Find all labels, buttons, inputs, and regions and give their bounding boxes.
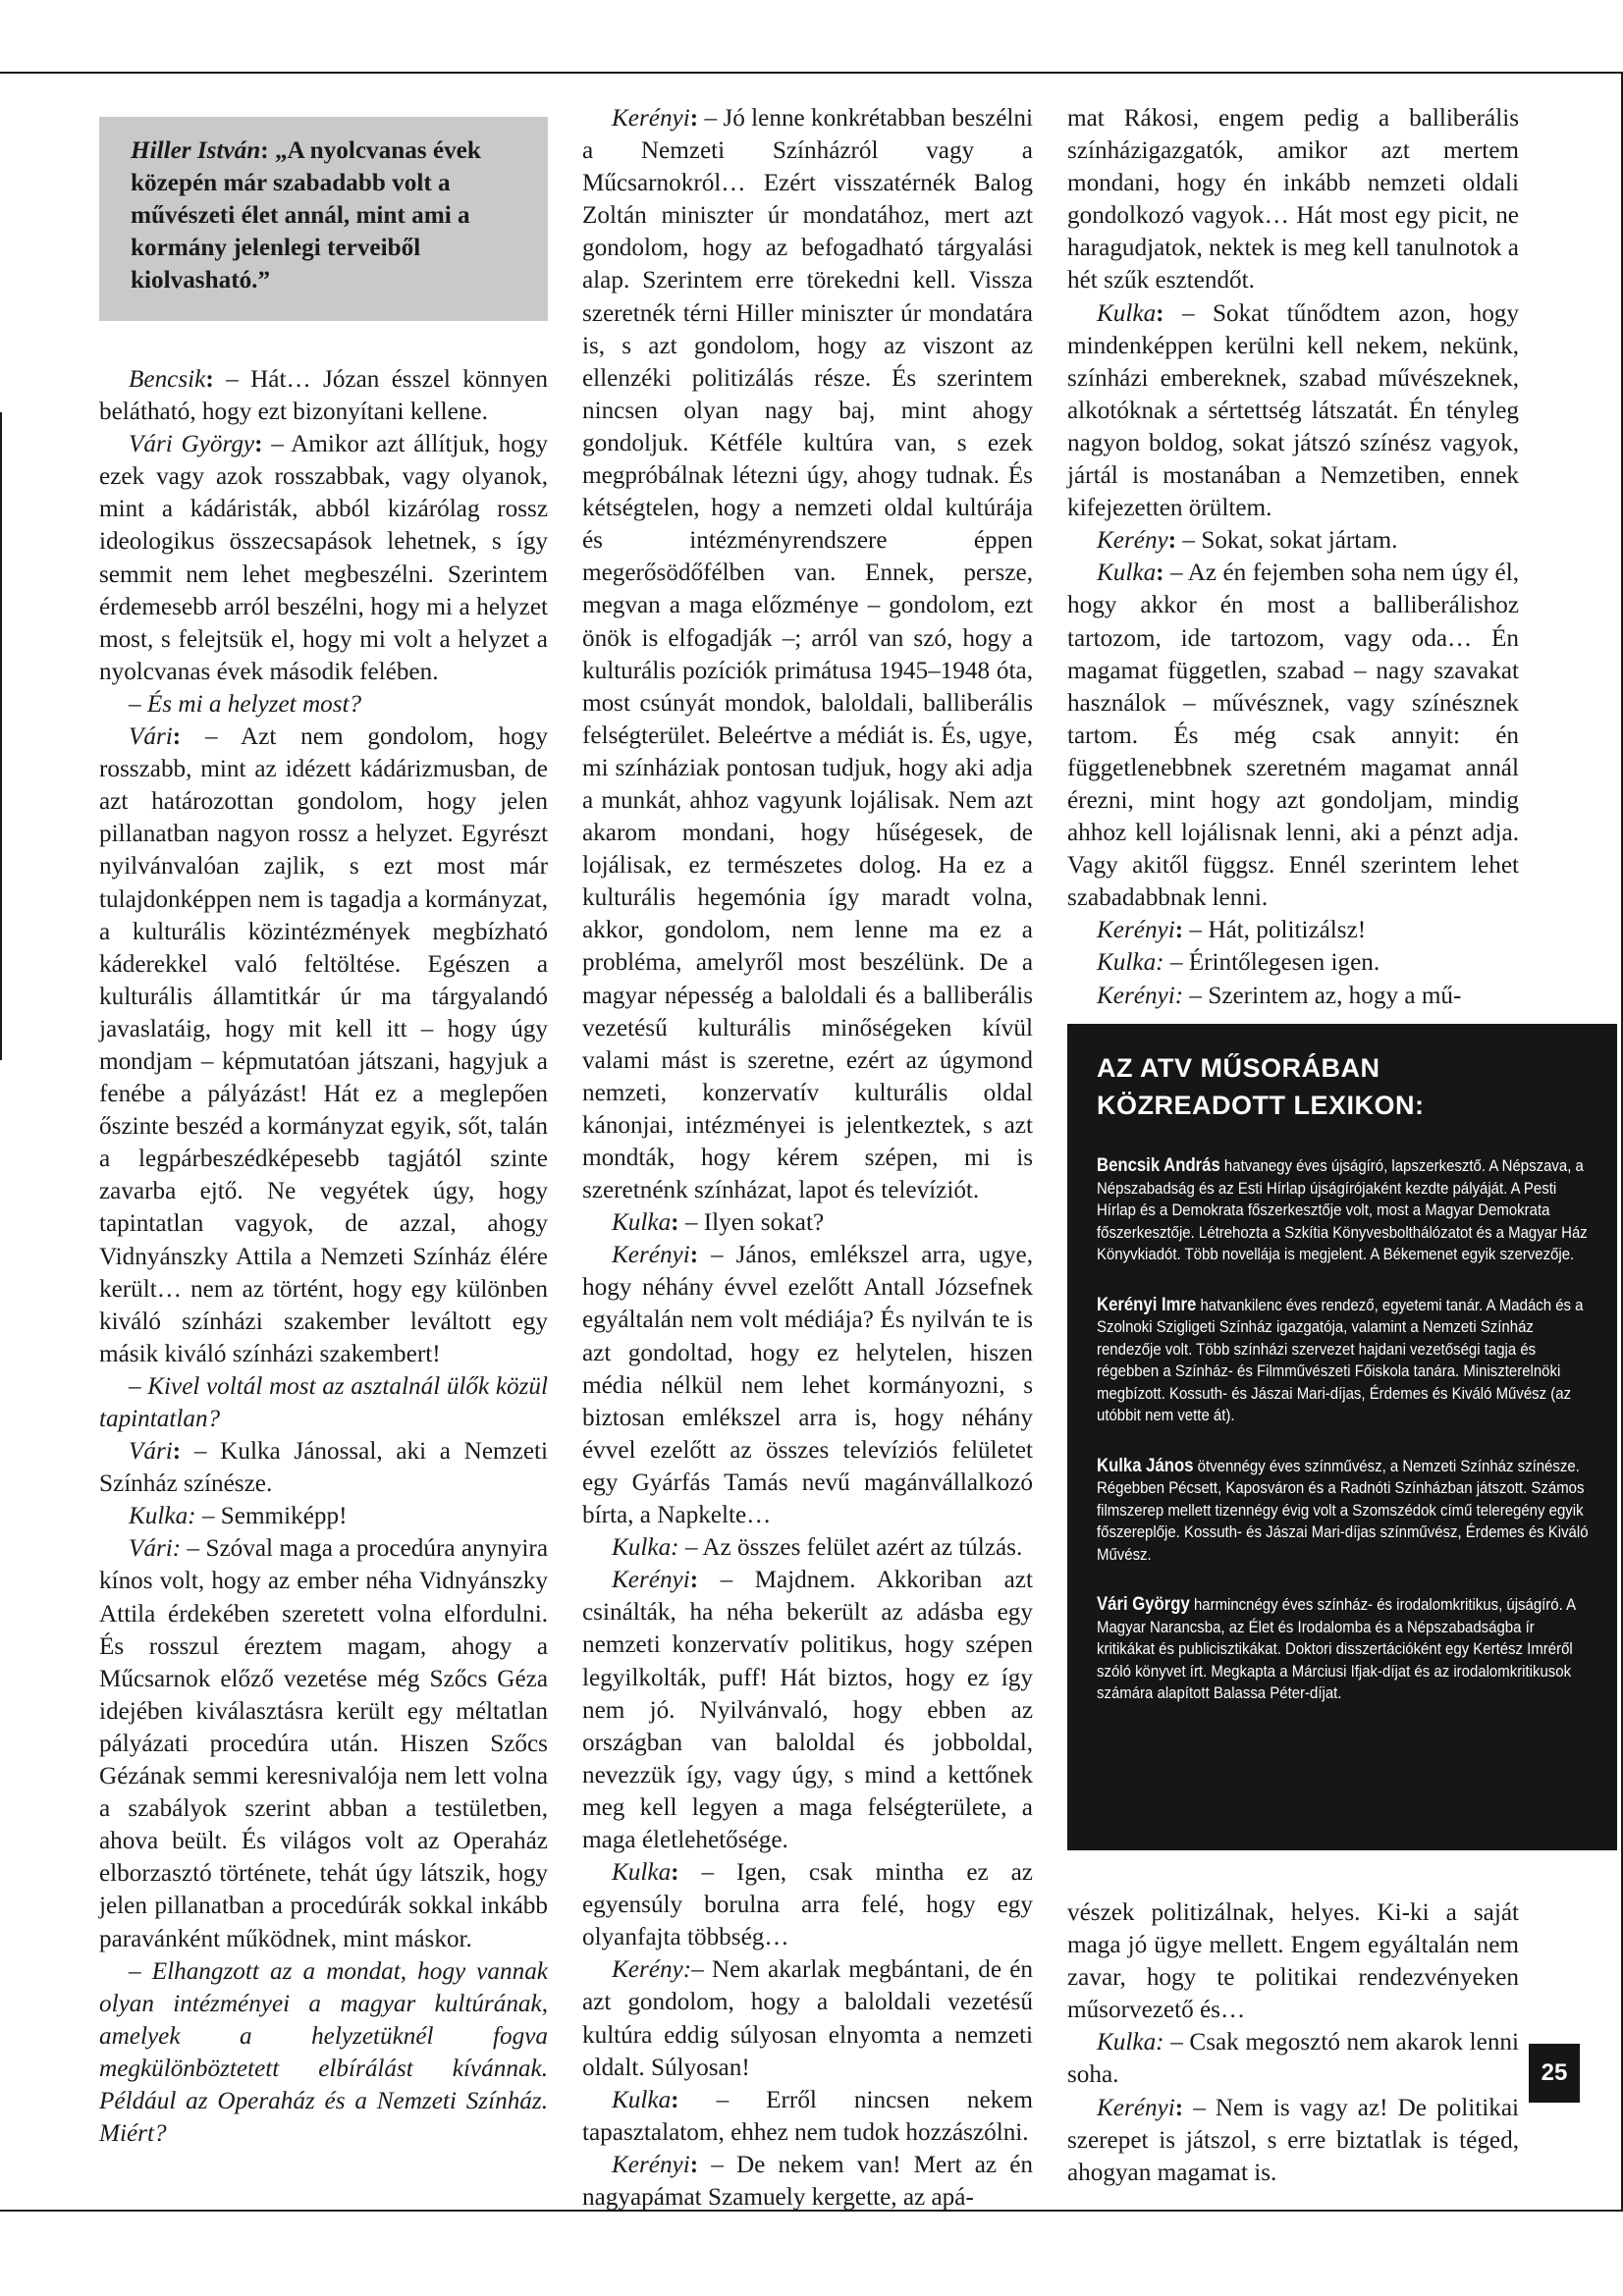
lexicon-entry-text: hatvankilenc éves rendező, egyetemi tanár. A Madách és a Szolnoki Szigligeti Színház igazgatója, valamint a Nemzeti Színház rendezője volt. Több színházi szervezet hajdani vezetőségi tagja és régebben a Színház- és Filmművészeti Főiskola tanára. Miniszterelnöki megbízott. Kossuth- és Jászai Mari-díjas, Érdemes és Kiváló Művész (az utóbbit nem vette át). [1097,1295,1584,1424]
paragraph [99,688,548,721]
pull-quote-speaker: Hiller István [131,137,261,164]
lexicon-entry-text: ötvennégy éves színművész, a Nemzeti Színház színésze. Régebben Pécsett, Kaposváron és a Radnóti Színházban játszott. Számos filmszerep mellett tizennégy évig volt a Szomszédok című teleregény egyik főszereplője. Kossuth- és Jászai Mari-díjas színművész, Érdemes és Kiváló Művész. [1097,1456,1589,1564]
lexicon-box [1067,1024,1617,1850]
lexicon-entry-name: Bencsik András [1097,1155,1220,1176]
paragraph-text: – Semmiképp! [201,1503,348,1530]
speaker-name: Kerényi: [1097,982,1184,1009]
paragraph-text: – Igen, csak mintha ez az egyensúly borulna arra felé, hogy egy olyanfajta többség… [582,1859,1033,1951]
speaker-name: Vári György [129,431,255,458]
paragraph [582,1953,1033,2083]
speaker-name: Kerény [1097,527,1168,555]
speaker-separator: : [1156,560,1171,587]
paragraph [582,2149,1033,2214]
paragraph [582,1206,1033,1239]
paragraph [1067,297,1519,525]
pull-quote: Hiller István: „A nyolcvanas évek közepén már szabadabb volt a művészeti élet annál, mint ami a kormány jelenlegi terveiből kiolvasható.” [99,117,548,321]
speaker-name: Kerényi [1097,917,1175,944]
column-1 [99,363,548,2150]
paragraph [1067,524,1519,557]
lexicon-entry [1097,1456,1595,1567]
speaker-name: Vári [129,1438,173,1466]
speaker-name: Kulka [612,1209,672,1237]
speaker-name: Kulka: [1097,2029,1164,2056]
paragraph-text: – Amikor azt állítjuk, hogy ezek vagy azok rosszabbak, vagy olyanok, mint a kádáristák, abból kizárólag rossz ideologikus összecsapások lehetnek, s így semmit nem lehet megbeszélni. Szerintem érdemesebb arról beszélni, hogy mi a helyzet most, s felejtsük el, hogy mi volt a helyzet a nyolcvanas évek második felében. [99,431,548,685]
paragraph [99,1370,548,1435]
interviewer-question: – Kivel voltál most az asztalnál ülők közül tapintatlan? [99,1372,548,1432]
left-rule [0,412,2,1060]
speaker-name: Kerényi [1097,2094,1175,2121]
speaker-separator: : [671,1859,702,1887]
speaker-separator: : [671,2086,717,2113]
lexicon-entries [1097,1155,1596,1705]
speaker-separator: : [1174,917,1190,944]
page-number: 25 [1529,2044,1580,2103]
paragraph [99,363,548,428]
paragraph-text: – Nem is vagy az! De politikai szerepet is játszol, s erre biztatlak is téged, ahogyan magamat is. [1067,2094,1519,2186]
paragraph-text: – Csak megosztó nem akarok lenni soha. [1067,2029,1520,2089]
paragraph-text: – Az én fejemben soha nem úgy él, hogy akkor én most a balliberálishoz tartozom, ide tartozom, vagy oda… Én magamat független, szabad – nagy szavakat használok – művésznek, vagy színésznek tartom. És még csak annyit: én függetlenebbnek szeretném magamat annál érezni, mint hogy azt gondoljam, mindig ahhoz kell lojálisnak lenni, aki a pénzt adja. Vagy akitől függsz. Ennél szerintem lehet szabadabbnak lenni. [1067,560,1519,912]
paragraph-text: – Szerintem az, hogy a mű- [1189,982,1462,1009]
lexicon-entry-name: Kulka János [1097,1455,1194,1476]
paragraph [1067,914,1519,946]
paragraph [1067,102,1519,297]
paragraph-text: – Kulka Jánossal, aki a Nemzeti Színház színésze. [99,1438,548,1498]
paragraph-text: – Hát, politizálsz! [1189,917,1367,944]
speaker-separator: : [254,431,272,458]
paragraph-text: – Ilyen sokat? [684,1209,825,1237]
paragraph [99,1532,548,1954]
lexicon-title: AZ ATV MŰSORÁBAN KÖZREADOTT LEXIKON: [1097,1053,1425,1120]
column-2 [582,102,1033,2214]
column-3-continued [1067,1896,1519,2189]
speaker-name: Vári: [129,1535,182,1563]
speaker-name: Kulka [1097,299,1157,327]
lexicon-entry [1097,1155,1595,1266]
paragraph [1067,980,1519,1012]
interviewer-question: – Elhangzott az a mondat, hogy vannak olyan intézményei a magyar kultúrának, amelyek a helyzetüknél fogva megkülönböztetett elbírálást kívánnak. Például az Operaház és a Nemzeti Színház. Miért? [99,1957,548,2148]
speaker-name: Kerény: [612,1956,692,1984]
speaker-name: Kerényi [612,105,690,132]
paragraph [582,102,1033,1206]
speaker-name: Bencsik [129,366,206,393]
paragraph-text: mat Rákosi, engem pedig a balliberális színházigazgatók, amikor azt mertem mondani, hogy én inkább nemzeti oldali gondolkozó vagyok… Hát most egy picit, ne haragudjatok, nektek is meg kell tanulnotok a hét szűk esztendőt. [1067,105,1519,294]
paragraph-text: – Majdnem. Akkoriban azt csinálták, ha néha bekerült az adásba egy nemzeti konzervatív politikus, hogy szépen legyilkolták, puff! Hát biztos, hogy ez így nem jó. Nyilvánvaló, hogy ebben az országban van baloldal és jobboldal, nevezzük így, vagy úgy, s mind a kettőnek meg kell legyen a maga felségterülete, a maga életlehetősége. [582,1567,1033,1853]
paragraph-text: – Sokat, sokat jártam. [1182,527,1398,555]
paragraph-text: vészek politizálnak, helyes. Ki-ki a saját maga jó ügye mellett. Engem egyáltalán nem zavar, hogy te politikai rendezvényeken műsorvezető és… [1067,1899,1519,2024]
speaker-name: Kulka [612,1859,672,1887]
speaker-name: Kulka: [612,1534,679,1562]
speaker-name: Vári [129,723,173,751]
speaker-separator: : [172,723,205,751]
speaker-separator: : [1174,2094,1194,2121]
lexicon-entry [1097,1594,1595,1705]
paragraph-text: – Az összes felület azért az túlzás. [684,1534,1023,1562]
paragraph-text: – Azt nem gondolom, hogy rosszabb, mint az idézett kádárizmusban, de azt határozottan gondolom, hogy jelen pillanatban nagyon rossz a helyzet. Egyrészt nyilvánvalóan zajlik, s ezt most már tulajdonképpen nem is tagadja a kormányzat, a kulturális közintézmények megbízható káderekkel való feltöltése. Egészen a kulturális államtitkár úr ma tárgyalandó javaslatáig, hogy mit kell itt – hogy úgy mondjam – képmutatóan játszani, hagyjuk a fenébe a pályázást! Hát ez a meglepően őszinte beszéd a kormányzat egyik, sőt, talán a legpárbeszédképesebb tagjától szinte zavarba ejtő. Ne vegyétek úgy, hogy tapintatlan vagyok, de azzal, ahogy Vidnyánszky Attila a Nemzeti Színház élére került… nem az történt, hogy egy különben kiváló színházi szakember leváltott egy másik kiváló színházi szakembert! [99,723,548,1367]
speaker-name: Kerényi [612,1567,690,1594]
paragraph [99,721,548,1370]
speaker-name: Kulka [612,2086,672,2113]
speaker-name: Kulka: [129,1503,196,1530]
paragraph-text: – Jó lenne konkrétabban beszélni a Nemzeti Színházról vagy a Műcsarnokról… Ezért visszatérnék Balog Zoltán miniszter úr mondatához, mert azt gondolom, hogy az befogadható tárgyalási alap. Szerintem erre törekedni kell. Vissza szeretnék térni Hiller miniszter úr mondatára is, s azt gondolom, hogy az viszont az ellenzéki politizálás része. És szerintem nincsen olyan nagy baj, mint ahogy gondoljuk. Kétféle kultúra van, s ezek megpróbálnak létezni úgy, ahogy tudnak. És kétségtelen, hogy a nemzeti oldal kultúrája és intézményrendszere éppen megerősödőfélben van. Ennek, persze, megvan a maga előzménye – gondolom, ezt önök is elfogadják –; arról van szó, hogy a kulturális pozíciók primátusa 1945–1948 óta, most csúnyát mondok, baloldali, balliberális felségterület. Beleértve a médiát is. És, ugye, mi színháziak pontosan tudjuk, hogy aki adja a munkát, ahhoz vagyunk lojálisak. Nem azt akarom mondani, hogy hűségesek, de lojálisak, ez természetes dolog. Ha ez a kulturális hegemónia így maradt volna, akkor, gondolom, nem lenne ma ez a probléma, amelyről most beszélünk. De a magyar népesség a baloldali és a balliberális vezetésű kulturális minőségeken kívül valami mást is szeretne, ezért az úgymond nemzeti, konzervatív kulturális oldal kánonjai, intézményei is jelentkeztek, s azt mondták, hogy kérem szépen, mi is szeretnénk színházat, lapot és televíziót. [582,105,1034,1204]
speaker-separator: : [1167,527,1183,555]
paragraph-text: – Érintőlegesen igen. [1169,949,1380,977]
lexicon-entry-text: hatvanegy éves újságíró, lapszerkesztő. A Népszava, a Népszabadság és az Esti Hírlap újságírójaként kezdte pályáját. A Pesti Hírlap és a Demokrata főszerkesztője volt, most a Magyar Demokrata főszerkesztője. Létrehozta a Szkítia Könyvesbolthálózatot és a Magyar Ház Könyvkiadót. Több novellája is megjelent. A Békemenet egyik szervezője. [1097,1156,1588,1263]
speaker-name: Kulka: [1097,949,1164,977]
paragraph [99,1500,548,1532]
paragraph-text: – Nem akarlak megbántani, de én azt gondolom, hogy a baloldali vezetésű kultúra eddig súlyosan elnyomta a nemzeti oldalt. Súlyosan! [582,1956,1033,2081]
top-rule [0,72,1623,74]
speaker-separator: : [205,366,227,393]
paragraph [1067,2092,1519,2189]
paragraph-text: – Szóval maga a procedúra anynyira kínos volt, hogy az ember néha Vidnyánszky Attila érdekében szeretett volna elfordulni. És rosszul éreztem magam, ahogy a Műcsarnok előző vezetése még Szőcs Géza idejében kiválasztásra került egy méltatlan pályázati procedúra után. Hiszen Szőcs Gézának semmi keresnivalója nem lett volna a szabályok szerint abban a testületben, ahova beült. És világos volt az Operaház elborzasztó története, tehát úgy látszik, hogy jelen pillanatban a procedúrák sokkal inkább paravánként működnek, mint máskor. [99,1535,548,1952]
lexicon-entry [1097,1295,1595,1427]
paragraph-text: – János, emlékszel arra, ugye, hogy néhány évvel ezelőtt Antall Józsefnek egyáltalán nem volt médiája? És nyilván te is azt gondoltad, hogy ez helytelen, hiszen média nélkül nem lehet kormányozni, s biztosan emlékszel arra is, hogy néhány évvel ezelőtt az összes televíziós felületet egy Gyárfás Tamás nevű magánvállalkozó bírta, a Napkelte… [582,1242,1033,1529]
paragraph [99,428,548,688]
paragraph [582,1531,1033,1564]
paragraph-text: – Sokat tűnődtem azon, hogy mindenképpen kerülni kell nekem, nekünk, színházi embereknek, szabad művészeknek, alkotóknak a sértettség látszatát. Én tényleg nagyon boldog, sokat játszó színész vagyok, jártál is mostanában a Nemzetiben, ennek kifejezetten örültem. [1067,299,1519,522]
paragraph [99,1955,548,2151]
lexicon-entry-name: Vári György [1097,1594,1190,1615]
speaker-separator: : [671,1209,685,1237]
paragraph [1067,946,1519,979]
lexicon-entry-text: harmincnégy éves színház- és irodalomkritikus, újságíró. A Magyar Narancsba, az Élet és Irodalomba és a Népszabadságba ír kritikákat és publicisztikákat. Doktori disszertációként egy Kertész Imréről szóló könyvet írt. Megkapta a Márciusi Ifjak-díjat és az irodalomkritikusok számára alapított Balassa Péter-díjat. [1097,1595,1576,1702]
pull-quote-text: „A nyolcvanas évek közepén már szabadabb volt a művészeti élet annál, mint ami a kormány jelenlegi terveiből kiolvasható.” [131,137,481,294]
speaker-separator: : [689,105,705,132]
speaker-separator: : [689,1567,721,1594]
interviewer-question: – És mi a helyzet most? [129,690,362,718]
speaker-name: Kerényi [612,2151,690,2178]
paragraph [1067,1896,1519,2026]
paragraph [1067,557,1519,914]
paragraph [582,1239,1033,1531]
speaker-separator: : [689,1242,712,1269]
paragraph-text: – Hát… Józan ésszel könnyen belátható, hogy ezt bizonyítani kellene. [99,366,549,426]
paragraph [1067,2026,1519,2091]
paragraph [582,1856,1033,1953]
speaker-separator: : [689,2151,712,2178]
paragraph [582,1564,1033,1856]
speaker-name: Kerényi [612,1242,690,1269]
speaker-separator: : [1156,299,1182,327]
speaker-name: Kulka [1097,560,1157,587]
paragraph [99,1435,548,1500]
speaker-separator: : [172,1438,194,1466]
paragraph-text: – De nekem van! Mert az én nagyapámat Szamuely kergette, az apá- [582,2151,1034,2211]
paragraph-text: – Erről nincsen nekem tapasztalatom, ehhez nem tudok hozzászólni. [582,2086,1033,2146]
lexicon-entry-name: Kerényi Imre [1097,1294,1197,1315]
column-3 [1067,102,1519,1012]
paragraph [582,2084,1033,2149]
